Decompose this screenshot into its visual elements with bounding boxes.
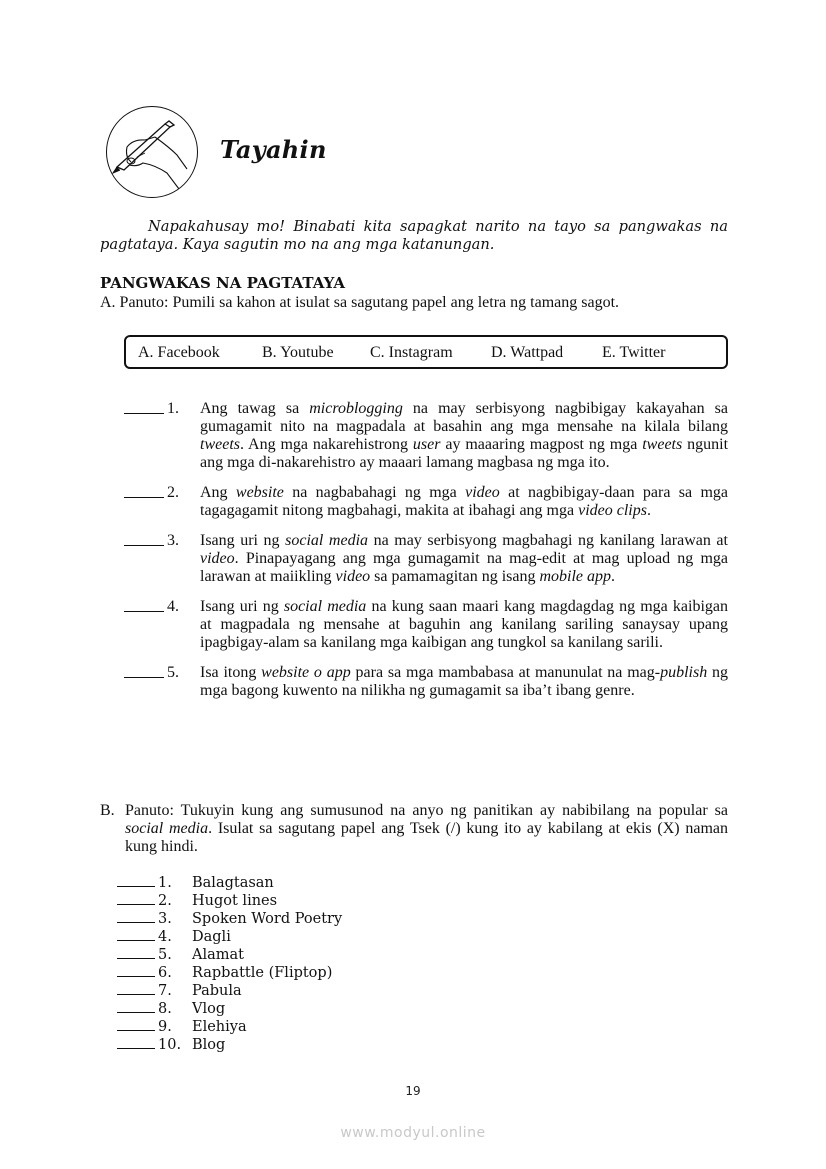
list-item: 1. Balagtasan bbox=[117, 874, 342, 892]
item-number: 4. bbox=[167, 598, 179, 615]
answer-blank[interactable] bbox=[117, 946, 155, 959]
answer-blank[interactable] bbox=[117, 874, 155, 887]
section-heading: PANGWAKAS NA PAGTATAYA bbox=[100, 274, 345, 292]
part-b-instruction bbox=[100, 802, 728, 856]
list-item: 6. Rapbattle (Fliptop) bbox=[117, 964, 342, 982]
item-text: Isang uri ng social media na kung saan maari kang magdagdag ng mga kaibigan at magpadala ng mensahe at baguhin ang kanilang sariling sanaysay upang ipagbigay-alam sa kanilang mga kaibigan ang tungkol sa kanilang sarili. bbox=[200, 598, 728, 651]
part-a-instruction: A. Panuto: Pumili sa kahon at isulat sa sagutang papel ang letra ng tamang sagot. bbox=[100, 294, 620, 311]
answer-blank[interactable] bbox=[117, 1018, 155, 1031]
list-item: 7. Pabula bbox=[117, 982, 342, 1000]
question-item bbox=[124, 598, 728, 652]
item-number: 2. bbox=[167, 484, 179, 501]
choice-d: D. Wattpad bbox=[491, 344, 564, 361]
answer-blank[interactable] bbox=[124, 532, 164, 546]
answer-blank[interactable] bbox=[117, 982, 155, 995]
answer-blank[interactable] bbox=[124, 400, 164, 414]
list-item: 8. Vlog bbox=[117, 1000, 342, 1018]
hand-writing-pencil-icon bbox=[106, 106, 198, 198]
choice-a: A. Facebook bbox=[138, 344, 220, 361]
list-item: 10. Blog bbox=[117, 1036, 342, 1054]
list-item: 5. Alamat bbox=[117, 946, 342, 964]
question-item bbox=[124, 664, 728, 700]
item-text: Isang uri ng social media na may serbisyong magbahagi ng kanilang larawan at video. Pinapayagang ang mga gumagamit na mag-edit at mag upload ng mga larawan at maiikling video sa pamamagitan ng isang mobile app. bbox=[200, 532, 728, 585]
answer-blank[interactable] bbox=[117, 1000, 155, 1013]
item-number: 3. bbox=[167, 532, 179, 549]
question-item bbox=[124, 532, 728, 586]
answer-blank[interactable] bbox=[117, 1036, 155, 1049]
item-number: 5. bbox=[167, 664, 179, 681]
answer-blank[interactable] bbox=[124, 664, 164, 678]
question-item bbox=[124, 484, 728, 520]
watermark: www.modyul.online bbox=[340, 1125, 486, 1141]
choice-c: C. Instagram bbox=[370, 344, 453, 361]
intro-text: Napakahusay mo! Binabati kita sapagkat narito na tayo sa pangwakas na pagtataya. Kaya sagutin mo na ang mga katanungan. bbox=[100, 218, 728, 253]
answer-blank[interactable] bbox=[117, 964, 155, 977]
answer-blank[interactable] bbox=[124, 598, 164, 612]
answer-blank[interactable] bbox=[124, 484, 164, 498]
item-text: Ang website na nagbabahagi ng mga video at nagbibigay-daan para sa mga tagagagamit nitong magbahagi, makita at ibahagi ang mga video clips. bbox=[200, 484, 729, 519]
part-b-label: B. bbox=[100, 802, 115, 819]
question-item bbox=[124, 400, 728, 472]
answer-blank[interactable] bbox=[117, 892, 155, 905]
item-text: Isa itong website o app para sa mga mambabasa at manunulat na mag-publish ng mga bagong kuwento na nilikha ng gumagamit sa iba’t ibang genre. bbox=[200, 664, 729, 699]
part-b-items bbox=[117, 874, 342, 1054]
choices-box bbox=[124, 335, 728, 369]
list-item: 3. Spoken Word Poetry bbox=[117, 910, 342, 928]
choice-e: E. Twitter bbox=[602, 344, 666, 361]
page-number: 19 bbox=[405, 1084, 421, 1098]
part-b-text: Panuto: Tukuyin kung ang sumusunod na anyo ng panitikan ay nabibilang na popular sa social media. Isulat sa sagutang papel ang Tsek (/) kung ito ay kabilang at ekis (X) naman kung hindi. bbox=[125, 802, 728, 855]
item-text: Ang tawag sa microblogging na may serbisyong nagbibigay kakayahan sa gumagamit nito na magpadala at basahin ang mga mensahe na kilala bilang tweets. Ang mga nakarehistrong user ay maaaring magpost ng mga tweets ngunit ang mga di-nakarehistro ay maaari lamang magbasa ng mga ito. bbox=[200, 400, 729, 471]
answer-blank[interactable] bbox=[117, 928, 155, 941]
list-item: 2. Hugot lines bbox=[117, 892, 342, 910]
part-a-items bbox=[124, 400, 728, 712]
answer-blank[interactable] bbox=[117, 910, 155, 923]
choice-b: B. Youtube bbox=[262, 344, 334, 361]
list-item: 4. Dagli bbox=[117, 928, 342, 946]
page-title: Tayahin bbox=[220, 135, 327, 164]
item-number: 1. bbox=[167, 400, 179, 417]
list-item: 9. Elehiya bbox=[117, 1018, 342, 1036]
intro-paragraph bbox=[100, 218, 728, 254]
